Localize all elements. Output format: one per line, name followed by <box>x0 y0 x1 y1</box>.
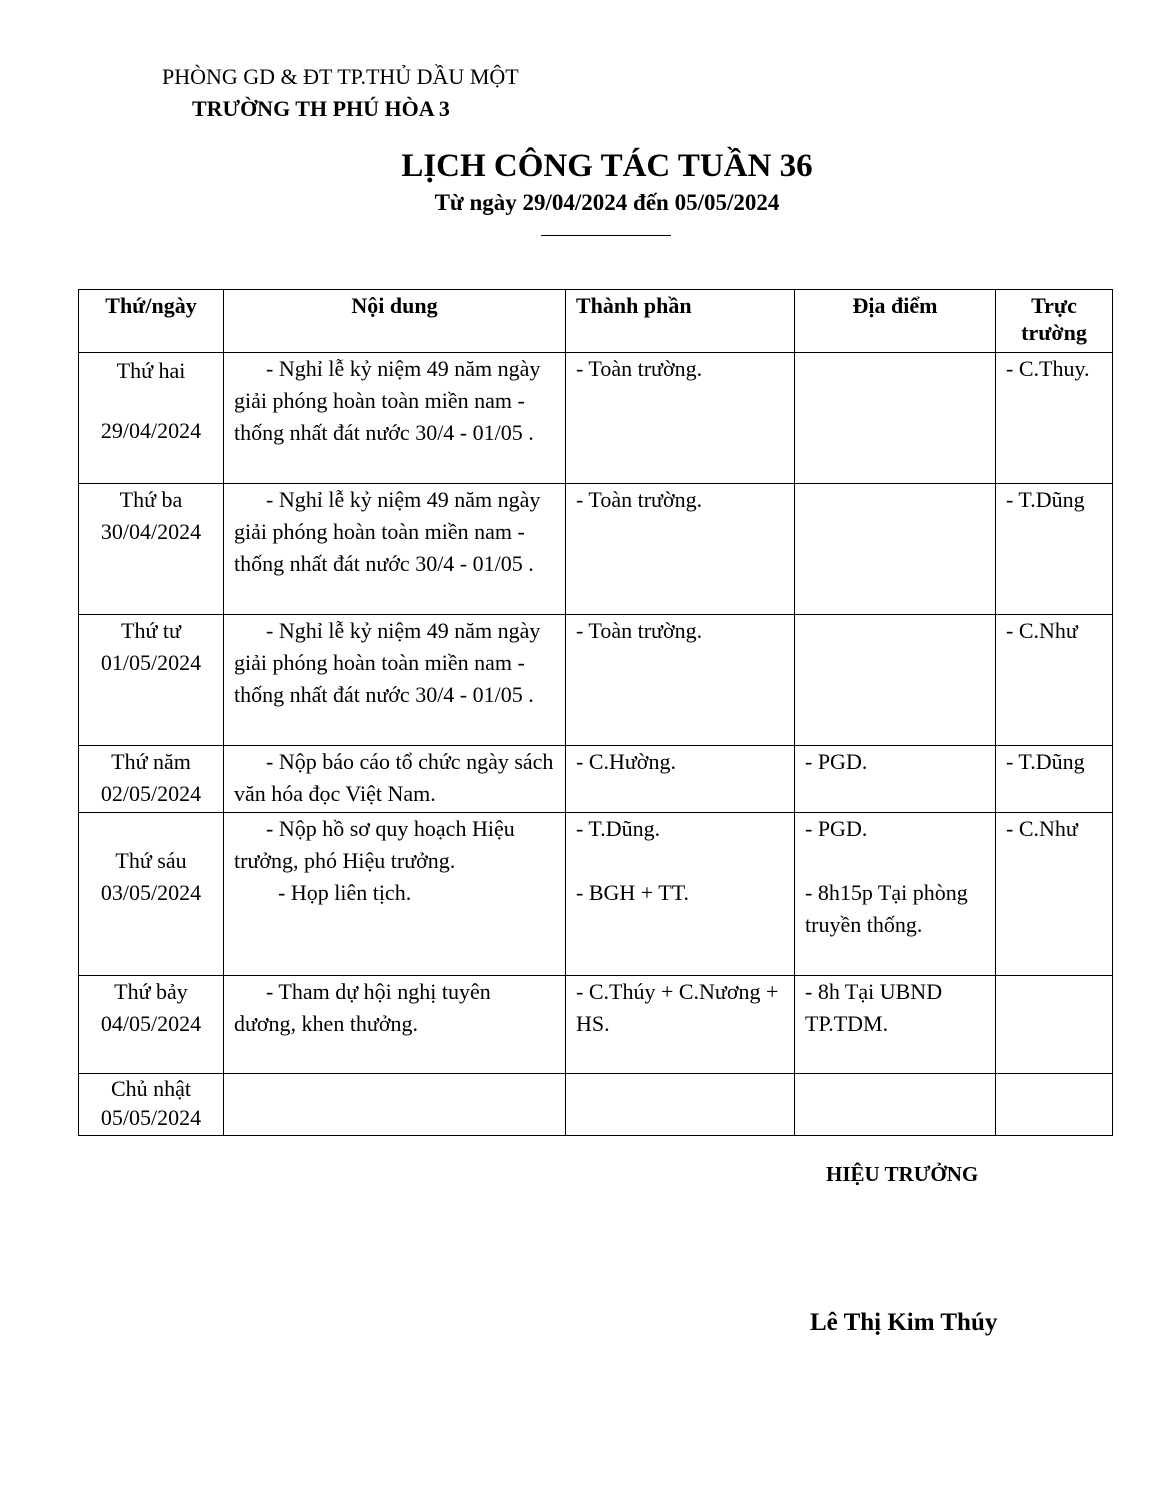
participants-text: - BGH + TT. <box>576 880 690 905</box>
location-text: - 8h Tại UBND TP.TDM. <box>805 979 943 1036</box>
content-cell <box>224 484 566 615</box>
title-underline <box>541 235 671 236</box>
weekday: Thứ ba <box>119 487 183 512</box>
duty-cell <box>996 746 1113 813</box>
participants-cell <box>566 1074 795 1136</box>
header-duty: Trực trường <box>996 290 1113 353</box>
header-content: Nội dung <box>224 290 566 353</box>
content-text: - Nghỉ lễ kỷ niệm 49 năm ngày giải phóng hoàn toàn miền nam - thống nhất đát nước 30/4 - 01/05 . <box>234 487 541 576</box>
header-location: Địa điểm <box>795 290 996 353</box>
date: 30/04/2024 <box>100 519 202 544</box>
duty-text: - C.Như <box>1006 618 1078 643</box>
schedule-table <box>78 289 1113 1136</box>
weekday: Thứ tư <box>121 618 181 643</box>
location-cell <box>795 746 996 813</box>
date: 01/05/2024 <box>100 650 202 675</box>
duty-text: - C.Như <box>1006 816 1078 841</box>
location-cell <box>795 976 996 1074</box>
weekday: Thứ bảy <box>114 979 188 1004</box>
duty-text: - T.Dũng <box>1006 749 1085 774</box>
duty-cell <box>996 353 1113 484</box>
location-cell <box>795 484 996 615</box>
content-cell <box>224 1074 566 1136</box>
participants-cell <box>566 484 795 615</box>
participants-cell <box>566 353 795 484</box>
date: 04/05/2024 <box>100 1011 202 1036</box>
date: 05/05/2024 <box>100 1105 202 1130</box>
date: 03/05/2024 <box>100 880 202 905</box>
content-cell <box>224 813 566 976</box>
table-row <box>79 746 1113 813</box>
location-cell <box>795 813 996 976</box>
content-cell <box>224 353 566 484</box>
signature-title: HIỆU TRƯỞNG <box>826 1162 979 1186</box>
location-text: - 8h15p Tại phòng truyền thống. <box>805 880 968 937</box>
duty-cell <box>996 976 1113 1074</box>
participants-text: - Toàn trường. <box>576 487 703 512</box>
date: 02/05/2024 <box>100 781 202 806</box>
weekday: Thứ năm <box>111 749 191 774</box>
participants-cell <box>566 746 795 813</box>
location-cell <box>795 353 996 484</box>
duty-cell <box>996 813 1113 976</box>
page-title: LỊCH CÔNG TÁC TUẦN 36 <box>401 148 813 184</box>
duty-text: - C.Thuy. <box>1006 356 1090 381</box>
day-cell <box>79 976 224 1074</box>
location-cell <box>795 1074 996 1136</box>
table-row <box>79 615 1113 746</box>
content-text: - Nộp báo cáo tổ chức ngày sách văn hóa đọc Việt Nam. <box>234 749 554 806</box>
table-header-row <box>79 290 1113 353</box>
participants-cell <box>566 813 795 976</box>
day-cell <box>79 353 224 484</box>
participants-text: - Toàn trường. <box>576 356 703 381</box>
location-cell <box>795 615 996 746</box>
table-row <box>79 353 1113 484</box>
duty-cell <box>996 615 1113 746</box>
location-text: - PGD. <box>805 749 868 774</box>
participants-text: - C.Thúy + C.Nương + HS. <box>576 979 779 1036</box>
content-cell <box>224 976 566 1074</box>
table-row <box>79 484 1113 615</box>
weekday: Chủ nhật <box>110 1076 192 1101</box>
location-text: - PGD. <box>805 816 868 841</box>
date: 29/04/2024 <box>100 418 202 443</box>
school-name: TRƯỜNG TH PHÚ HÒA 3 <box>192 96 450 121</box>
day-cell <box>79 813 224 976</box>
duty-cell <box>996 484 1113 615</box>
header-day: Thứ/ngày <box>79 290 224 353</box>
day-cell <box>79 746 224 813</box>
day-cell <box>79 1074 224 1136</box>
weekday: Thứ hai <box>116 358 186 383</box>
content-cell <box>224 615 566 746</box>
participants-text: - T.Dũng. <box>576 816 661 841</box>
content-text: - Tham dự hội nghị tuyên dương, khen thưởng. <box>234 979 491 1036</box>
department-name: PHÒNG GD & ĐT TP.THỦ DẦU MỘT <box>162 64 519 89</box>
participants-cell <box>566 976 795 1074</box>
participants-text: - C.Hường. <box>576 749 676 774</box>
header-participants: Thành phần <box>566 290 795 353</box>
table-row <box>79 1074 1113 1136</box>
content-text: - Nộp hồ sơ quy hoạch Hiệu trưởng, phó Hiệu trưởng. <box>234 816 515 873</box>
signature-name: Lê Thị Kim Thúy <box>810 1309 998 1336</box>
content-text: - Nghỉ lễ kỷ niệm 49 năm ngày giải phóng hoàn toàn miền nam - thống nhất đát nước 30/4 - 01/05 . <box>234 618 541 707</box>
content-text: - Họp liên tịch. <box>278 880 412 905</box>
content-cell <box>224 746 566 813</box>
day-cell <box>79 615 224 746</box>
participants-cell <box>566 615 795 746</box>
duty-text: - T.Dũng <box>1006 487 1085 512</box>
day-cell <box>79 484 224 615</box>
content-text: - Nghỉ lễ kỷ niệm 49 năm ngày giải phóng hoàn toàn miền nam - thống nhất đát nước 30/4 - 01/05 . <box>234 356 541 445</box>
table-row <box>79 976 1113 1074</box>
date-range: Từ ngày 29/04/2024 đến 05/05/2024 <box>434 190 780 215</box>
duty-cell <box>996 1074 1113 1136</box>
table-row <box>79 813 1113 976</box>
weekday: Thứ sáu <box>115 848 187 873</box>
participants-text: - Toàn trường. <box>576 618 703 643</box>
